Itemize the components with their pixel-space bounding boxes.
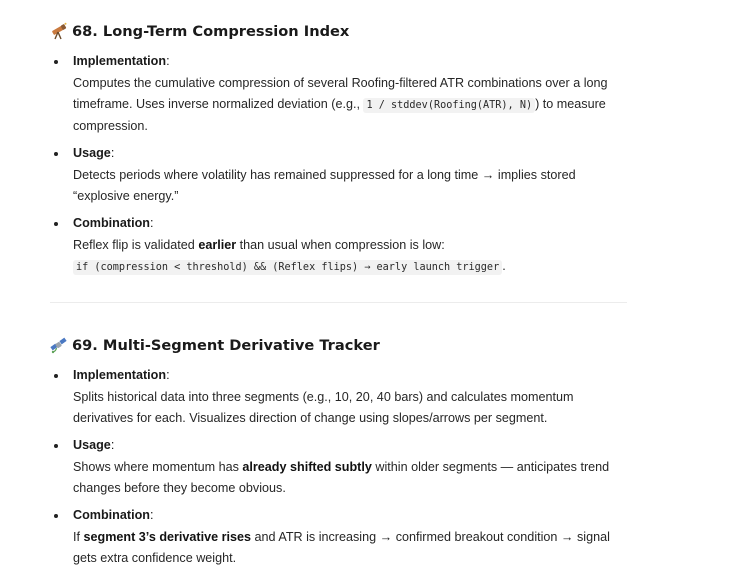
bullet-list — [50, 52, 630, 278]
body-text: . — [502, 259, 506, 273]
body-text: ) to measure compression. — [73, 97, 606, 133]
list-item — [50, 144, 630, 207]
body-text: Reflex flip is validated — [73, 238, 199, 252]
bold-text: earlier — [198, 238, 237, 252]
item-label-line: Implementation: — [73, 54, 170, 68]
section-divider — [50, 302, 627, 303]
list-item — [50, 214, 630, 278]
item-label-line: Combination: — [73, 216, 154, 230]
item-body: Detects periods where volatility has remained suppressed for a long time → implies stored “explosive energy.” — [73, 168, 576, 203]
bullet-dot — [54, 60, 58, 64]
section-heading — [50, 20, 630, 42]
satellite-icon — [50, 336, 68, 354]
body-text: Shows where momentum has — [73, 460, 243, 474]
item-body — [73, 73, 630, 137]
bullet-dot — [54, 374, 58, 378]
item-label-line: Usage: — [73, 146, 115, 160]
item-label-line: Usage: — [73, 438, 115, 452]
list-item — [50, 506, 630, 569]
body-text: If — [73, 530, 84, 544]
item-body — [73, 457, 630, 499]
body-text: Computes the cumulative compression of several Roofing-filtered ATR combinations over a long timeframe. Uses inverse normalized deviation (e.g., — [73, 76, 608, 111]
item-body — [73, 235, 630, 278]
item-label: Combination — [73, 216, 150, 230]
bullet-dot — [54, 444, 58, 448]
item-body: Splits historical data into three segments (e.g., 10, 20, 40 bars) and calculates momentum derivatives for each. Visualizes direction of change using slopes/arrows per segment. — [73, 390, 574, 425]
item-label: Usage — [73, 438, 111, 452]
bold-text: segment 3’s derivative rises — [83, 530, 252, 544]
body-text: and ATR is increasing → confirmed breakout condition → signal gets extra confidence weight. — [73, 530, 610, 565]
item-body — [73, 527, 630, 569]
item-label-line: Implementation: — [73, 368, 170, 382]
section-title: 68. Long-Term Compression Index — [72, 22, 350, 40]
bullet-dot — [54, 514, 58, 518]
item-label-line: Combination: — [73, 508, 154, 522]
section-69 — [50, 334, 630, 576]
list-item — [50, 436, 630, 499]
list-item — [50, 52, 630, 137]
inline-code: if (compression < threshold) && (Reflex flips) → early launch trigger — [73, 260, 502, 275]
list-item — [50, 366, 630, 429]
bullet-list — [50, 366, 630, 569]
bold-text: already shifted subtly — [242, 460, 372, 474]
item-label: Combination — [73, 508, 150, 522]
section-68 — [50, 20, 630, 285]
item-label: Usage — [73, 146, 111, 160]
telescope-icon — [50, 22, 68, 40]
inline-code: 1 / stddev(Roofing(ATR), N) — [363, 98, 535, 113]
item-label: Implementation — [73, 368, 167, 382]
bullet-dot — [54, 152, 58, 156]
bullet-dot — [54, 222, 58, 226]
section-title: 69. Multi-Segment Derivative Tracker — [72, 336, 380, 354]
item-label: Implementation — [73, 54, 167, 68]
section-heading — [50, 334, 630, 356]
body-text: than usual when compression is low: — [236, 238, 445, 252]
body-text: within older segments — anticipates trend changes before they become obvious. — [73, 460, 610, 495]
